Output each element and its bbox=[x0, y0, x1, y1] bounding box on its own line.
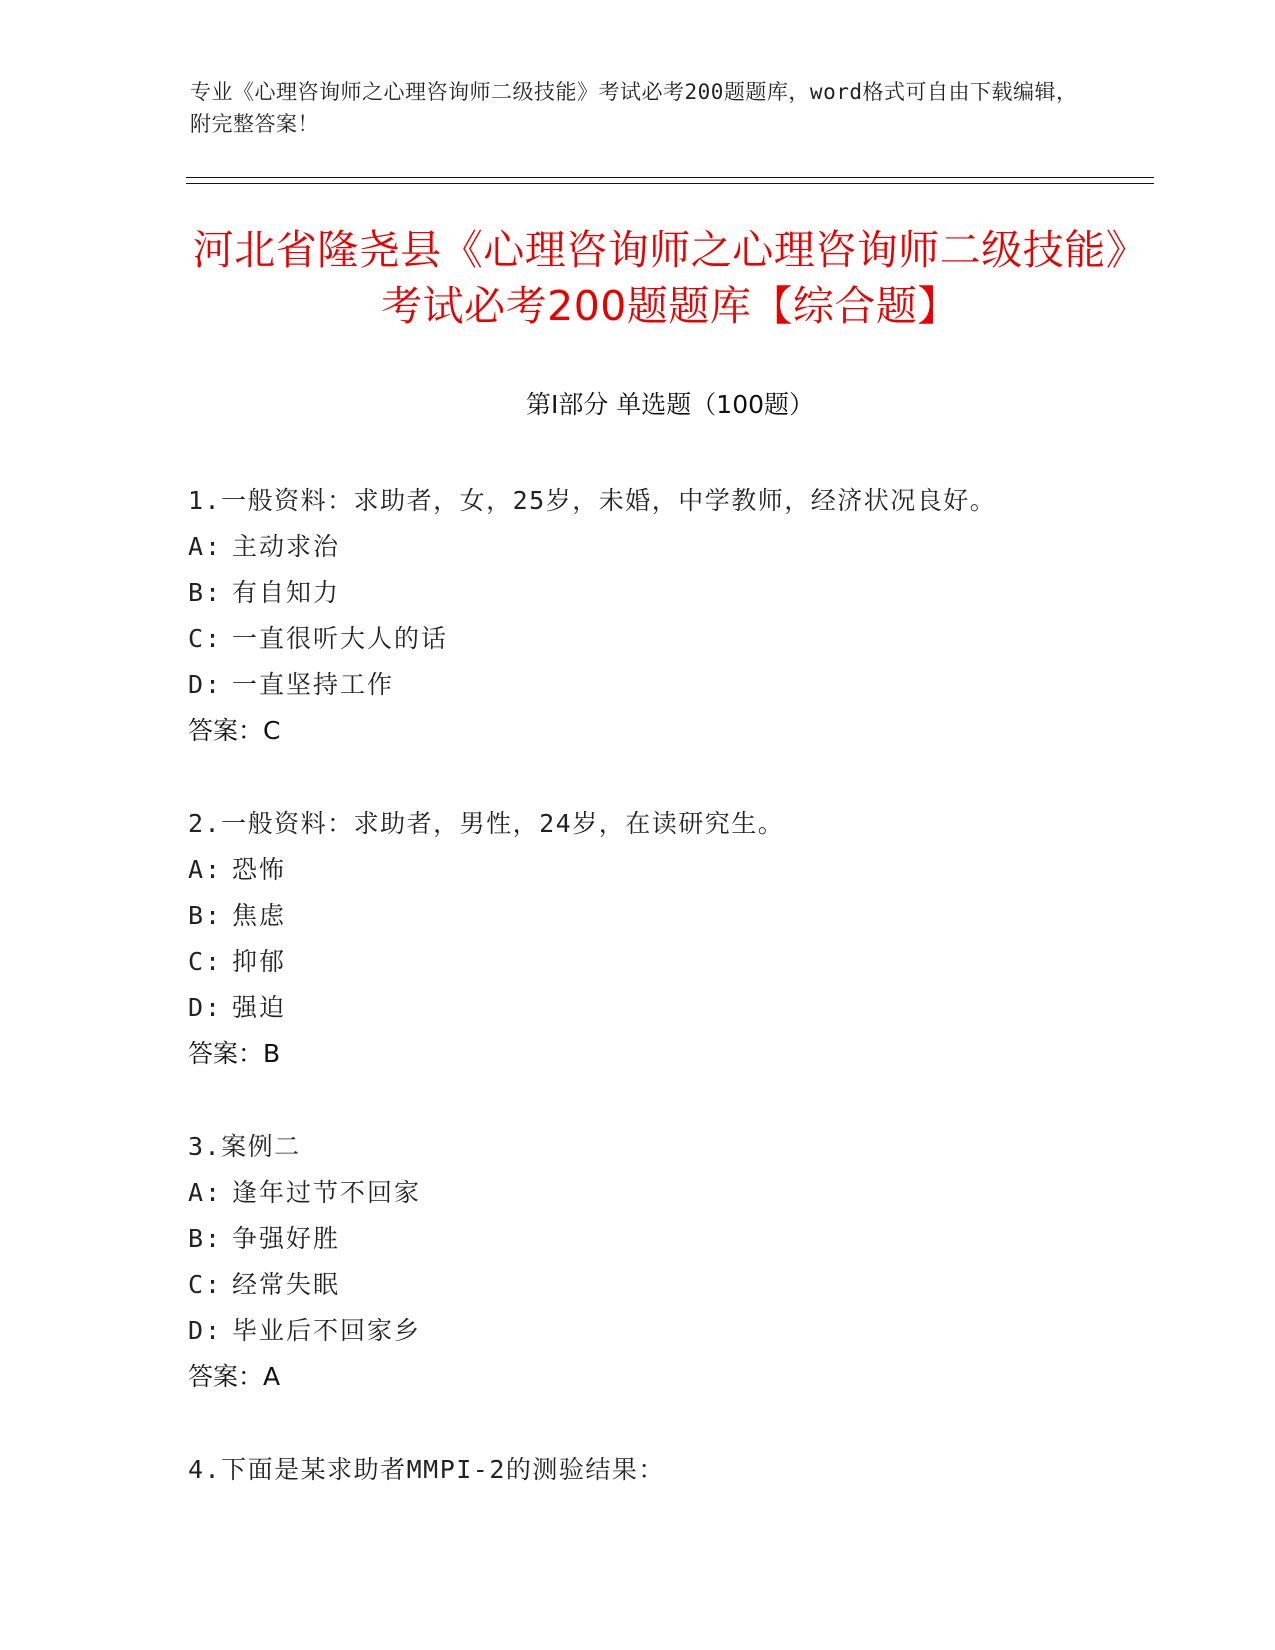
header-note: 专业《心理咨询师之心理咨询师二级技能》考试必考200题题库，word格式可自由下载编辑，附完整答案！ bbox=[190, 80, 1078, 136]
option-text: 一直坚持工作 bbox=[232, 670, 395, 699]
option-letter: C: bbox=[188, 624, 223, 653]
option-text: 恐怖 bbox=[232, 855, 287, 884]
option-d bbox=[188, 985, 1108, 1031]
option-c bbox=[188, 616, 1108, 662]
option-d bbox=[188, 662, 1108, 708]
option-b bbox=[188, 570, 1108, 616]
option-letter: B: bbox=[188, 1224, 223, 1253]
header-rule-top bbox=[186, 177, 1154, 178]
option-text: 焦虑 bbox=[232, 901, 287, 930]
option-c bbox=[188, 1262, 1108, 1308]
option-a bbox=[188, 847, 1108, 893]
option-a bbox=[188, 1170, 1108, 1216]
question-stem: 2.一般资料：求助者，男性，24岁，在读研究生。 bbox=[188, 809, 785, 838]
option-text: 经常失眠 bbox=[232, 1270, 341, 1299]
option-text: 抑郁 bbox=[232, 947, 287, 976]
option-b bbox=[188, 893, 1108, 939]
option-letter: B: bbox=[188, 901, 223, 930]
option-text: 强迫 bbox=[232, 993, 287, 1022]
question-list bbox=[188, 478, 1108, 1540]
option-a bbox=[188, 524, 1108, 570]
option-text: 一直很听大人的话 bbox=[232, 624, 449, 653]
option-text: 争强好胜 bbox=[232, 1224, 341, 1253]
question-3 bbox=[188, 1124, 1108, 1400]
question-stem: 3.案例二 bbox=[188, 1132, 301, 1161]
option-text: 逢年过节不回家 bbox=[232, 1178, 422, 1207]
section-title: 第I部分 单选题（100题） bbox=[525, 390, 815, 419]
option-b bbox=[188, 1216, 1108, 1262]
option-letter: A: bbox=[188, 1178, 223, 1207]
header-rule-bottom bbox=[186, 183, 1154, 184]
question-stem: 4.下面是某求助者MMPI-2的测验结果： bbox=[188, 1455, 665, 1484]
question-4 bbox=[188, 1447, 1108, 1493]
option-letter: A: bbox=[188, 855, 223, 884]
question-stem: 1.一般资料：求助者，女，25岁，未婚，中学教师，经济状况良好。 bbox=[188, 486, 997, 515]
option-text: 主动求治 bbox=[232, 532, 341, 561]
option-letter: D: bbox=[188, 670, 223, 699]
answer-line: 答案：C bbox=[188, 716, 281, 745]
document-title: 河北省隆尧县《心理咨询师之心理咨询师二级技能》考试必考200题题库【综合题】 bbox=[192, 226, 1148, 330]
option-c bbox=[188, 939, 1108, 985]
option-letter: D: bbox=[188, 1316, 223, 1345]
answer-line: 答案：A bbox=[188, 1362, 281, 1391]
option-letter: B: bbox=[188, 578, 223, 607]
option-text: 毕业后不回家乡 bbox=[232, 1316, 422, 1345]
option-letter: A: bbox=[188, 532, 223, 561]
question-1 bbox=[188, 478, 1108, 754]
answer-line: 答案：B bbox=[188, 1039, 281, 1068]
option-letter: C: bbox=[188, 1270, 223, 1299]
option-d bbox=[188, 1308, 1108, 1354]
option-letter: D: bbox=[188, 993, 223, 1022]
option-letter: C: bbox=[188, 947, 223, 976]
option-text: 有自知力 bbox=[232, 578, 341, 607]
question-2 bbox=[188, 801, 1108, 1077]
